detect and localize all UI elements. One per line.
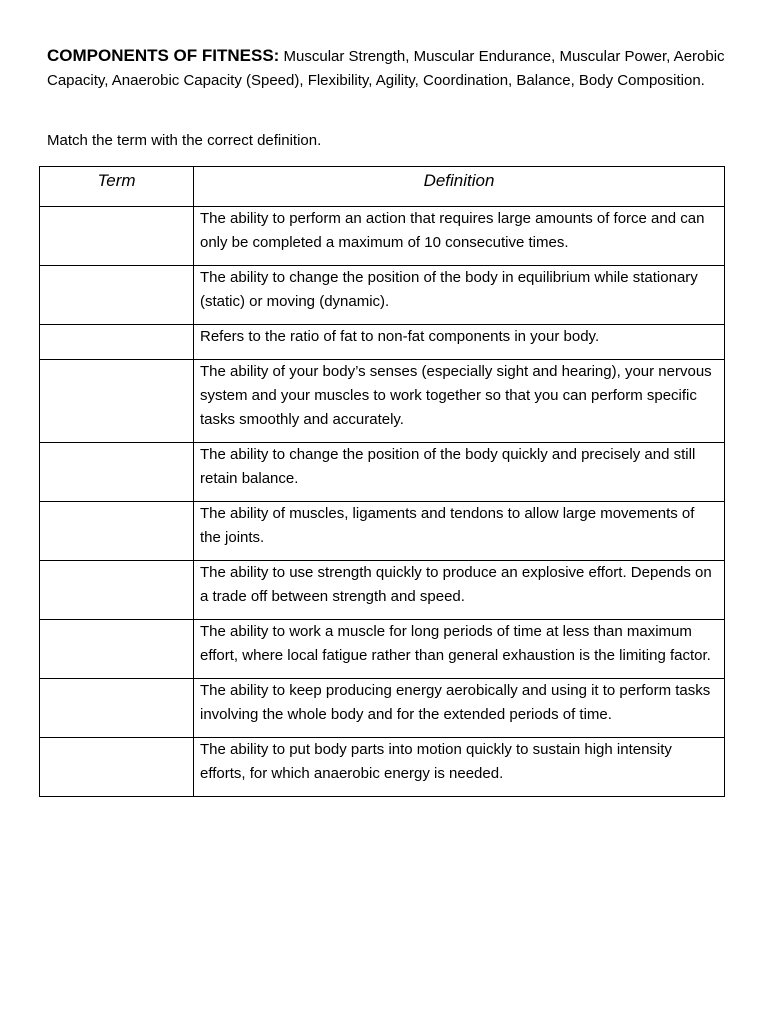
table-row bbox=[40, 738, 725, 797]
table-row bbox=[40, 207, 725, 266]
table-row bbox=[40, 620, 725, 679]
definition-cell: The ability of your body’s senses (especially sight and hearing), your nervous system and your muscles to work together so that you can perform specific tasks smoothly and accurately. bbox=[194, 360, 725, 443]
term-answer-cell[interactable] bbox=[40, 738, 194, 797]
term-answer-cell[interactable] bbox=[40, 207, 194, 266]
table-row bbox=[40, 325, 725, 360]
table-row bbox=[40, 561, 725, 620]
intro-paragraph bbox=[47, 44, 737, 93]
definition-cell: The ability to keep producing energy aerobically and using it to perform tasks involving the whole body and for the extended periods of time. bbox=[194, 679, 725, 738]
page-heading: COMPONENTS OF FITNESS: bbox=[47, 46, 280, 65]
definition-cell: The ability to change the position of the body in equilibrium while stationary (static) or moving (dynamic). bbox=[194, 266, 725, 325]
term-answer-cell[interactable] bbox=[40, 266, 194, 325]
definition-cell: Refers to the ratio of fat to non-fat components in your body. bbox=[194, 325, 725, 360]
term-answer-cell[interactable] bbox=[40, 325, 194, 360]
components-list: Muscular Strength, Muscular Endurance, Muscular Power, Aerobic Capacity, Anaerobic Capacity (Speed), Flexibility, Agility, Coordination, Balance, Body Composition. bbox=[47, 48, 725, 89]
definition-cell: The ability to work a muscle for long periods of time at less than maximum effort, where local fatigue rather than general exhaustion is the limiting factor. bbox=[194, 620, 725, 679]
definition-cell: The ability to use strength quickly to produce an explosive effort. Depends on a trade off between strength and speed. bbox=[194, 561, 725, 620]
table-row bbox=[40, 502, 725, 561]
term-column-header: Term bbox=[40, 167, 194, 207]
instruction-text: Match the term with the correct definition. bbox=[47, 132, 322, 149]
term-answer-cell[interactable] bbox=[40, 502, 194, 561]
term-answer-cell[interactable] bbox=[40, 679, 194, 738]
table-row bbox=[40, 443, 725, 502]
table-header-row bbox=[40, 167, 725, 207]
matching-table bbox=[39, 166, 725, 797]
table-row bbox=[40, 679, 725, 738]
term-answer-cell[interactable] bbox=[40, 360, 194, 443]
definition-column-header: Definition bbox=[194, 167, 725, 207]
table-row bbox=[40, 266, 725, 325]
definition-cell: The ability to perform an action that requires large amounts of force and can only be completed a maximum of 10 consecutive times. bbox=[194, 207, 725, 266]
term-answer-cell[interactable] bbox=[40, 620, 194, 679]
definition-cell: The ability to change the position of the body quickly and precisely and still retain balance. bbox=[194, 443, 725, 502]
term-answer-cell[interactable] bbox=[40, 561, 194, 620]
definition-cell: The ability to put body parts into motion quickly to sustain high intensity efforts, for which anaerobic energy is needed. bbox=[194, 738, 725, 797]
term-answer-cell[interactable] bbox=[40, 443, 194, 502]
table-row bbox=[40, 360, 725, 443]
definition-cell: The ability of muscles, ligaments and tendons to allow large movements of the joints. bbox=[194, 502, 725, 561]
